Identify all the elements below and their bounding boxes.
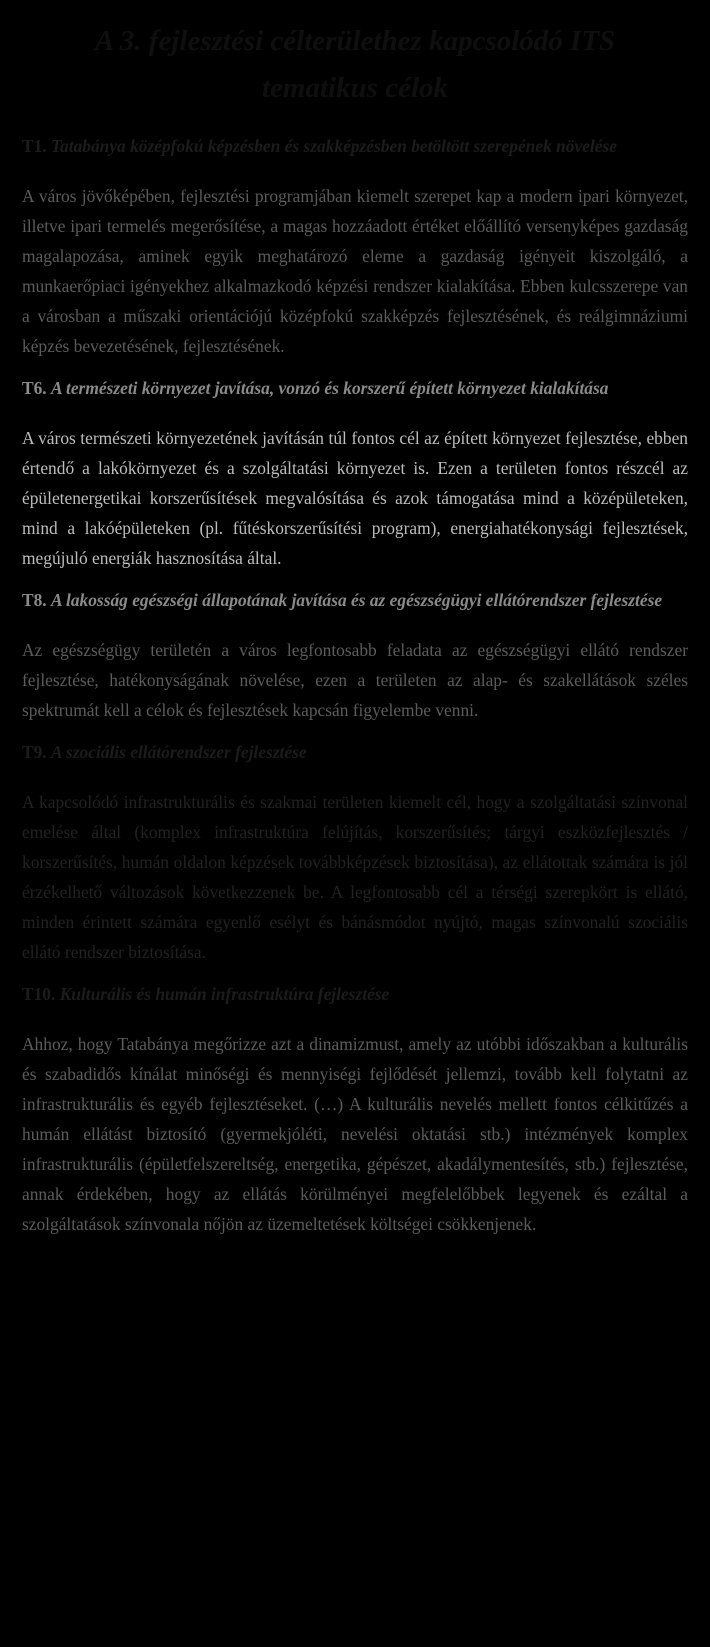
section-heading-t1 <box>22 131 688 161</box>
section-heading-t8 <box>22 585 688 615</box>
document-body <box>22 0 688 1239</box>
section-title: A lakosság egészségi állapotának javítása és az egészségügyi ellátórendszer fejlesztése <box>51 590 663 610</box>
section-title: A természeti környezet javítása, vonzó és korszerű épített környezet kialakítása <box>51 378 609 398</box>
section-body-t8: Az egészségügy területén a város legfontosabb feladata az egészségügyi ellátó rendszer fejlesztése, hatékonyságának növelése, ezen a területen az alap- és szakellátások széles spektrumát kell a célok és fejlesztések kapcsán figyelembe venni. <box>22 640 688 720</box>
section-code: T9. <box>22 742 47 762</box>
section-code: T6. <box>22 378 47 398</box>
section-title: Kulturális és humán infrastruktúra fejlesztése <box>59 984 390 1004</box>
section-title: Tatabánya középfokú képzésben és szakképzésben betöltött szerepének növelése <box>51 136 617 156</box>
section-code: T8. <box>22 590 47 610</box>
section-heading-t9 <box>22 737 688 767</box>
section-body-t10: Ahhoz, hogy Tatabánya megőrizze azt a dinamizmust, amely az utóbbi időszakban a kulturális és szabadidős kínálat minőségi és mennyiségi fejlődését jellemzi, tovább kell folytatni az infrastrukturális és egyéb fejlesztéseket. (…) A kulturális nevelés mellett fontos célkitűzés a humán ellátást biztosító (gyermekjóléti, nevelési oktatási stb.) intézmények komplex infrastrukturális (épületfelszereltség, energetika, gépészet, akadálymentesítés, stb.) fejlesztése, annak érdekében, hogy az ellátás körülményei megfelelőbbek legyenek és ezáltal a szolgáltatások színvonala nőjön az üzemeltetések költségei csökkenjenek. <box>22 1034 688 1234</box>
section-title: A szociális ellátórendszer fejlesztése <box>51 742 307 762</box>
document-title-line-1: A 3. fejlesztési célterülethez kapcsolódó ITS <box>94 25 616 57</box>
document-title-line-2: tematikus célok <box>261 72 449 104</box>
section-body-t9: A kapcsolódó infrastrukturális és szakmai területen kiemelt cél, hogy a szolgáltatási színvonal emelése által (komplex infrastruktúra felújítás, korszerűsítés; tárgyi eszközfejlesztés / korszerűsítés, humán oldalon képzések továbbképzések biztosítása), az ellátottak számára is jól érzékelhető változások következzenek be. A legfontosabb cél a térségi szerepkört is ellátó, minden érintett számára egyenlő esélyt és bánásmódot nyújtó, magas színvonalú szociális ellátó rendszer biztosítása. <box>22 792 688 962</box>
document-title <box>22 18 688 112</box>
section-heading-t10 <box>22 979 688 1009</box>
section-body-t6: A város természeti környezetének javításán túl fontos cél az épített környezet fejlesztése, ebben értendő a lakókörnyezet és a szolgáltatási környezet is. Ezen a területen fontos részcél az épületenergetikai korszerűsítések megvalósítása és azok támogatása mind a középületeken, mind a lakóépületeken (pl. fűtéskorszerűsítési program), energiahatékonysági fejlesztések, megújuló energiák hasznosítása által. <box>22 428 688 568</box>
section-code: T1. <box>22 136 47 156</box>
section-code: T10. <box>22 984 56 1004</box>
section-body-t1: A város jövőképében, fejlesztési programjában kiemelt szerepet kap a modern ipari környezet, illetve ipari termelés megerősítése, a magas hozzáadott értéket előállító versenyképes gazdaság magalapozása, aminek egyik meghatározó eleme a gazdaság igényeit kiszolgáló, a munkaerőpiaci igényekhez alkalmazkodó képzési rendszer kialakítása. Ebben kulcsszerepe van a városban a műszaki orientációjú középfokú szakképzés fejlesztésének, és reálgimnáziumi képzés bevezetésének, fejlesztésének. <box>22 186 688 356</box>
section-heading-t6 <box>22 373 688 403</box>
